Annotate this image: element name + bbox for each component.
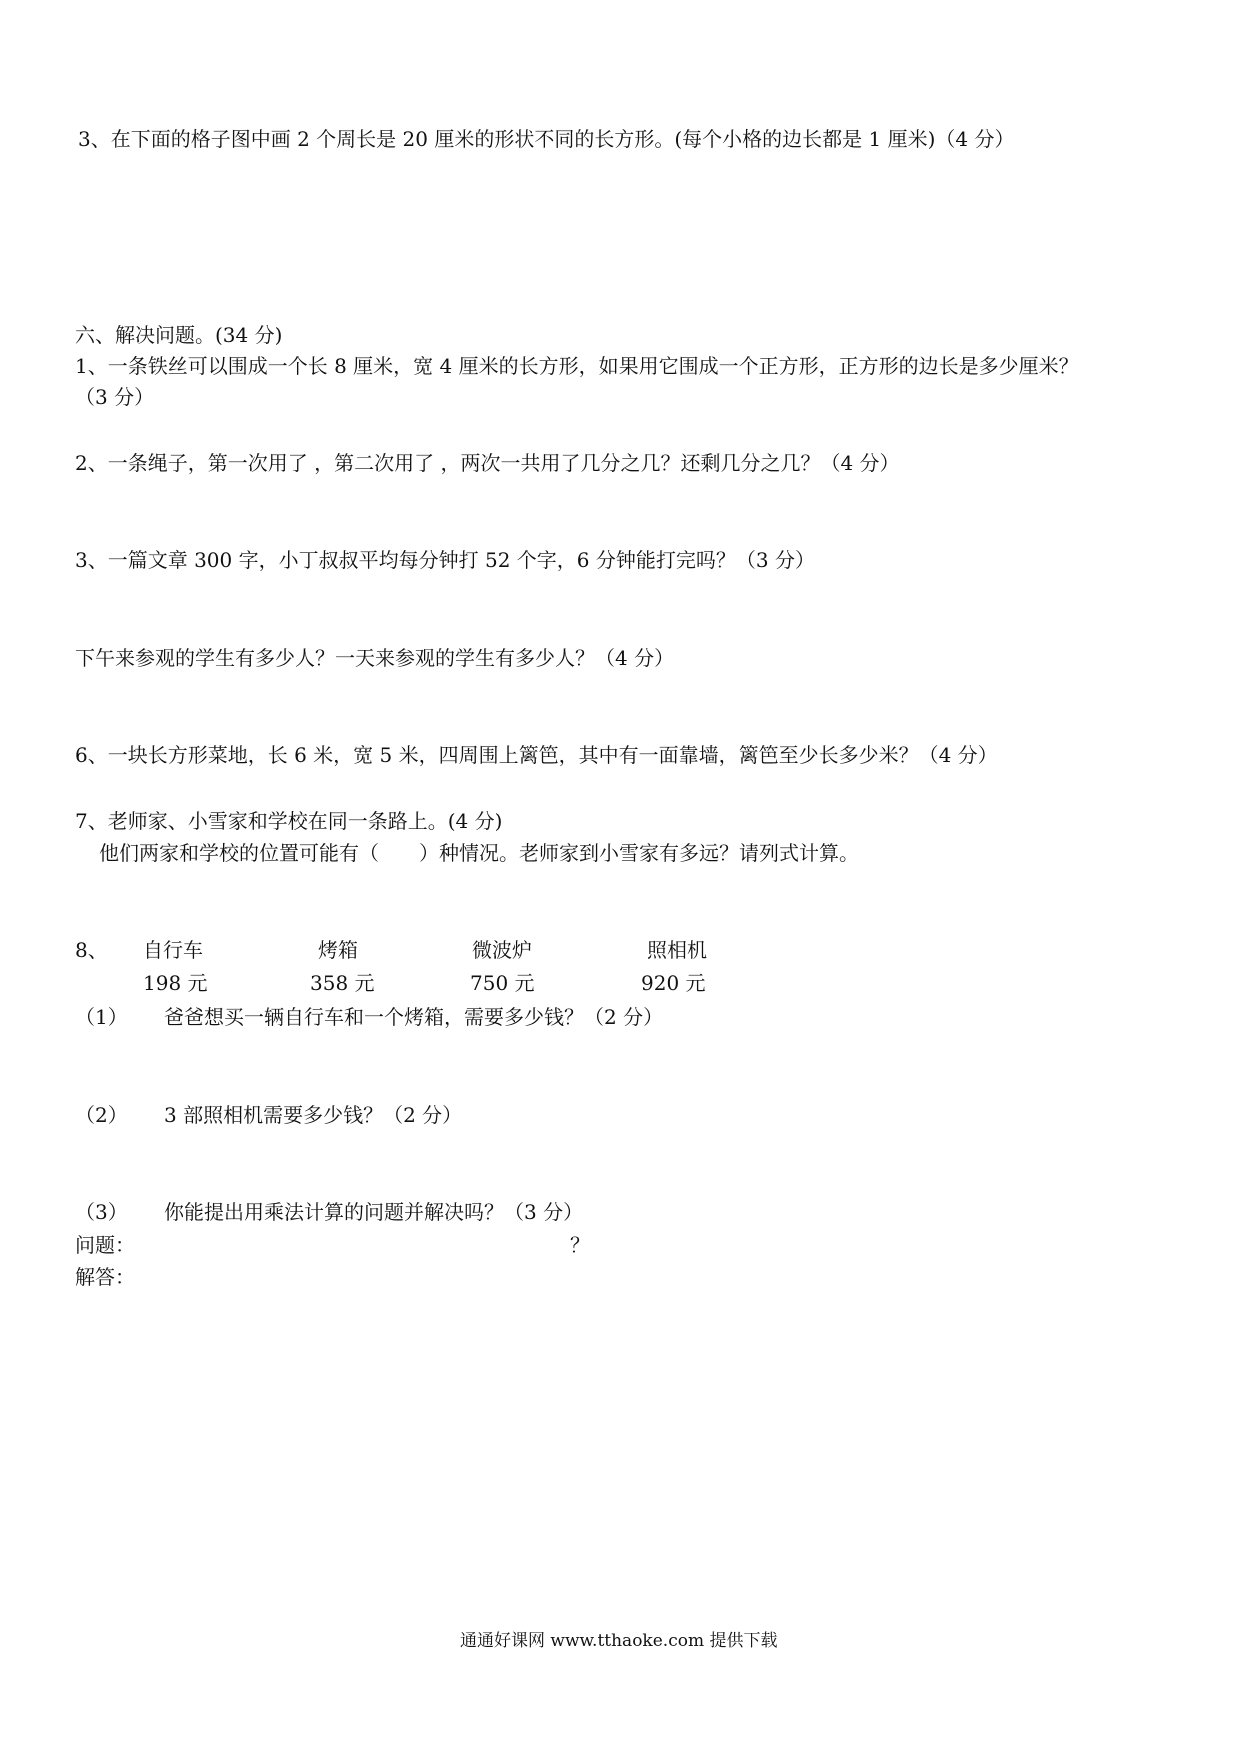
sub-question-3-number: （3） bbox=[75, 1200, 128, 1224]
question-label: 问题： bbox=[75, 1233, 135, 1257]
question-6-7-line2: 他们两家和学校的位置可能有（ ）种情况。老师家到小雪家有多远？请列式计算。 bbox=[99, 841, 859, 865]
sub-question-1-number: （1） bbox=[75, 1005, 128, 1029]
sub-question-1-text: 爸爸想买一辆自行车和一个烤箱，需要多少钱？（2 分） bbox=[164, 1005, 664, 1029]
question-mark: ？ bbox=[570, 1233, 590, 1257]
question-6-2: 2、一条绳子，第一次用了 ，第二次用了 ，两次一共用了几分之几？还剩几分之几？（4 分） bbox=[75, 451, 900, 475]
sub-question-2-text: 3 部照相机需要多少钱？（2 分） bbox=[164, 1103, 463, 1127]
question-6-3: 3、一篇文章 300 字，小丁叔叔平均每分钟打 52 个字，6 分钟能打完吗？（3 分） bbox=[75, 548, 815, 572]
answer-label: 解答： bbox=[75, 1265, 135, 1289]
question-6-1-line2: （3 分） bbox=[75, 385, 155, 409]
sub-question-3-text: 你能提出用乘法计算的问题并解决吗？（3 分） bbox=[164, 1200, 584, 1224]
item-price-oven: 358 元 bbox=[310, 971, 375, 995]
item-price-bicycle: 198 元 bbox=[143, 971, 208, 995]
item-price-microwave: 750 元 bbox=[470, 971, 535, 995]
sub-question-2-number: （2） bbox=[75, 1103, 128, 1127]
question-6-8-number: 8、 bbox=[75, 938, 108, 962]
item-name-microwave: 微波炉 bbox=[472, 938, 532, 962]
item-name-oven: 烤箱 bbox=[318, 938, 358, 962]
item-name-camera: 照相机 bbox=[647, 938, 707, 962]
page-footer: 通通好课网 www.tthaoke.com 提供下载 bbox=[460, 1631, 778, 1651]
question-6-6: 6、一块长方形菜地，长 6 米，宽 5 米，四周围上篱笆，其中有一面靠墙，篱笆至少长多少米？（4 分） bbox=[75, 743, 998, 767]
item-price-camera: 920 元 bbox=[641, 971, 706, 995]
section-6-title: 六、解决问题。(34 分) bbox=[75, 323, 283, 347]
question-5-3: 3、在下面的格子图中画 2 个周长是 20 厘米的形状不同的长方形。(每个小格的边长都是 1 厘米)（4 分） bbox=[78, 127, 1015, 151]
question-6-7-line1: 7、老师家、小雪家和学校在同一条路上。(4 分) bbox=[75, 809, 503, 833]
question-6-1-line1: 1、一条铁丝可以围成一个长 8 厘米，宽 4 厘米的长方形，如果用它围成一个正方形，正方形的边长是多少厘米？ bbox=[75, 354, 1079, 378]
item-name-bicycle: 自行车 bbox=[143, 938, 203, 962]
question-6-5-fragment: 下午来参观的学生有多少人？一天来参观的学生有多少人？（4 分） bbox=[75, 646, 675, 670]
